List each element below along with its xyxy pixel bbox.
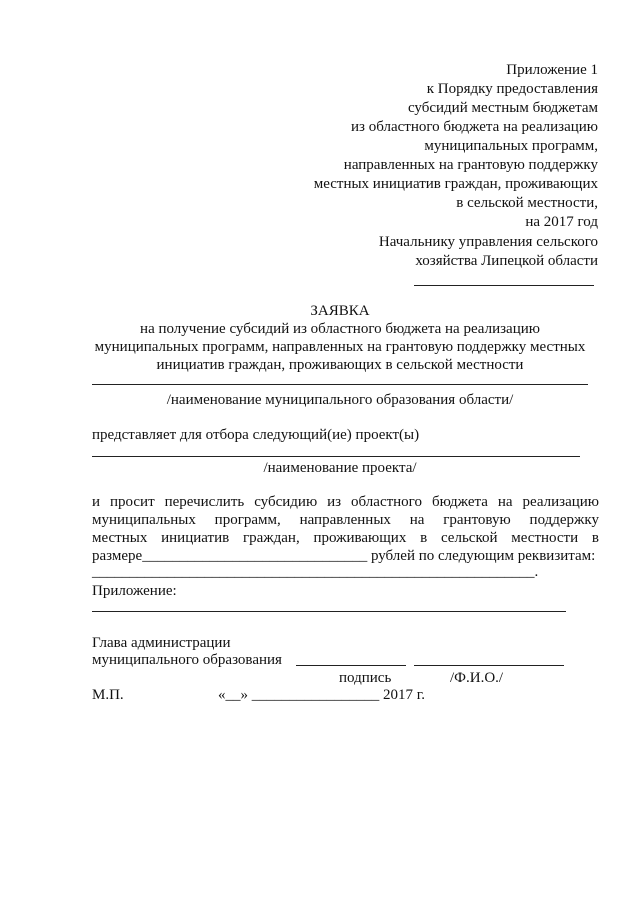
project-blank-line	[92, 456, 580, 457]
appendix-line: из областного бюджета на реализацию	[351, 119, 598, 135]
appendix-line: на 2017 год	[525, 214, 598, 230]
amount-line	[92, 548, 595, 565]
appendix-line: местных инициатив граждан, проживающих	[313, 176, 598, 192]
project-caption: /наименование проекта/	[263, 460, 417, 476]
document-title: ЗАЯВКА	[310, 303, 370, 319]
signature-blank-line	[296, 665, 406, 666]
attachment-label: Приложение:	[92, 583, 177, 599]
appendix-line: Приложение 1	[506, 62, 598, 78]
appendix-line: в сельской местности,	[456, 195, 598, 211]
municipality-blank-line	[92, 384, 588, 385]
subtitle-line: инициатив граждан, проживающих в сельской местности	[156, 357, 524, 373]
amount-suffix: рублей по следующим реквизитам:	[370, 548, 596, 564]
request-line: муниципальных программ, направленных на грантовую поддержку	[92, 512, 599, 528]
appendix-line: к Порядку предоставления	[426, 81, 598, 97]
addressee-line: Начальнику управления сельского	[378, 234, 598, 250]
stamp-label: М.П.	[92, 687, 124, 703]
fio-caption: /Ф.И.О./	[450, 670, 504, 686]
appendix-line: муниципальных программ,	[424, 138, 598, 154]
addressee-blank-line	[414, 285, 594, 286]
appendix-line: субсидий местным бюджетам	[407, 100, 598, 116]
head-label-2: муниципального образования	[92, 652, 282, 668]
request-line: и просит перечислить субсидию из областного бюджета на реализацию	[92, 494, 599, 510]
requisites-line: ___________________________________________________________.	[92, 564, 539, 580]
fio-blank-line	[414, 665, 564, 666]
date-line: «__» _________________ 2017 г.	[218, 687, 425, 703]
subtitle-line: муниципальных программ, направленных на грантовую поддержку местных	[94, 339, 586, 355]
amount-blank: ______________________________	[142, 548, 368, 564]
signature-caption: подпись	[339, 670, 392, 686]
attachment-blank-line	[92, 611, 566, 612]
presents-text: представляет для отбора следующий(ие) проект(ы)	[92, 427, 420, 443]
municipality-caption: /наименование муниципального образования области/	[166, 392, 514, 408]
appendix-line: направленных на грантовую поддержку	[343, 157, 598, 173]
head-label-1: Глава администрации	[92, 635, 231, 651]
addressee-line: хозяйства Липецкой области	[415, 253, 598, 269]
request-line: местных инициатив граждан, проживающих в сельской местности в	[92, 530, 599, 546]
subtitle-line: на получение субсидий из областного бюджета на реализацию	[140, 321, 540, 337]
amount-prefix: размере	[92, 548, 143, 564]
